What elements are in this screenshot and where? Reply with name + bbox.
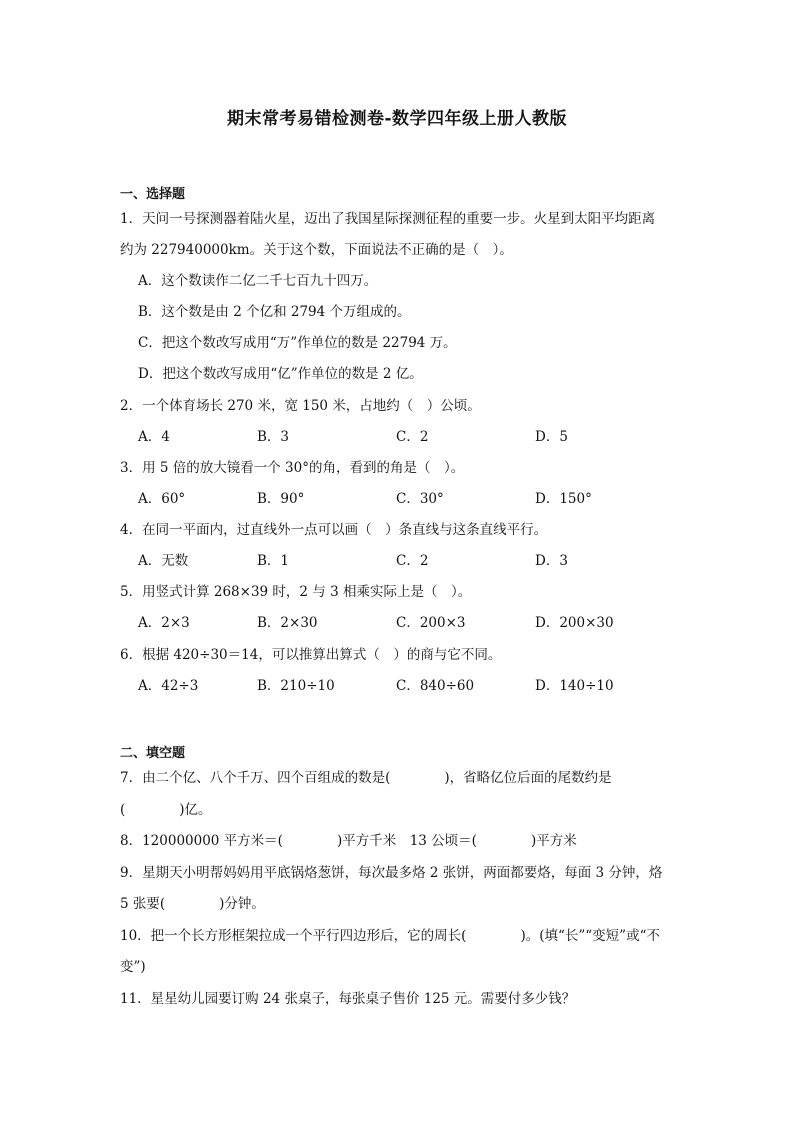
question-5-text: 5．用竖式计算 268×39 时，2 与 3 相乘实际上是（ ）。 xyxy=(120,584,472,600)
question-11-text: 11．星星幼儿园要订购 24 张桌子，每张桌子售价 125 元。需要付多少钱？ xyxy=(120,991,576,1007)
question-10-line-1: 10．把一个长方形框架拉成一个平行四边形后，它的周长( )。(填“长”“变短”或“不 xyxy=(120,928,660,944)
question-4-option-b: B．1 xyxy=(257,553,290,569)
question-3-option-d: D．150° xyxy=(535,491,592,507)
question-2-option-d: D．5 xyxy=(535,429,568,445)
question-5-option-d: D．200×30 xyxy=(535,615,614,631)
question-5-option-a: A．2×3 xyxy=(138,615,190,631)
question-4-options xyxy=(138,549,658,569)
question-7-line-1: 7．由二个亿、八个千万、四个百组成的数是( )，省略亿位后面的尾数约是 xyxy=(120,770,612,786)
question-6-option-d: D．140÷10 xyxy=(535,678,614,694)
question-1-option-d: D．把这个数改写成用“亿”作单位的数是 2 亿。 xyxy=(138,366,423,382)
question-5-options xyxy=(138,611,658,631)
question-4-option-d: D．3 xyxy=(535,553,568,569)
question-6-option-a: A．42÷3 xyxy=(138,678,199,694)
question-2-option-c: C．2 xyxy=(396,429,429,445)
question-7-line-2: ( )亿。 xyxy=(120,802,212,818)
question-1-option-a: A．这个数读作二亿二千七百九十四万。 xyxy=(138,273,378,289)
question-3-option-a: A．60° xyxy=(138,491,186,507)
question-1-line-2: 约为 227940000km。关于这个数，下面说法不正确的是（ ）。 xyxy=(120,242,513,258)
question-3-option-c: C．30° xyxy=(396,491,444,507)
question-1-line-1: 1．天问一号探测器着陆火星，迈出了我国星际探测征程的重要一步。火星到太阳平均距离 xyxy=(120,211,656,227)
question-6-option-c: C．840÷60 xyxy=(396,678,475,694)
question-4-option-a: A．无数 xyxy=(138,553,189,569)
question-6-option-b: B．210÷10 xyxy=(257,678,335,694)
question-2-option-a: A．4 xyxy=(138,429,170,445)
question-5-option-c: C．200×3 xyxy=(396,615,466,631)
question-2-text: 2．一个体育场长 270 米，宽 150 米，占地约（ ）公顷。 xyxy=(120,398,481,414)
question-9-line-2: 5 张要( )分钟。 xyxy=(120,896,265,912)
question-3-option-b: B．90° xyxy=(257,491,305,507)
question-1-option-c: C．把这个数改写成用“万”作单位的数是 22794 万。 xyxy=(138,335,457,351)
question-6-options xyxy=(138,674,658,694)
question-4-text: 4．在同一平面内，过直线外一点可以画（ ）条直线与这条直线平行。 xyxy=(120,522,548,538)
question-10-line-2: 变”) xyxy=(120,959,146,975)
question-5-option-b: B．2×30 xyxy=(257,615,318,631)
question-4-option-c: C．2 xyxy=(396,553,429,569)
question-6-text: 6．根据 420÷30＝14，可以推算出算式（ ）的商与它不同。 xyxy=(120,647,502,663)
section-heading-fill: 二、填空题 xyxy=(120,746,186,761)
page-title: 期末常考易错检测卷-数学四年级上册人教版 xyxy=(226,109,568,129)
question-9-line-1: 9．星期天小明帮妈妈用平底锅烙葱饼，每次最多烙 2 张饼，两面都要烙，每面 3 分钟，烙 xyxy=(120,865,663,881)
question-3-options xyxy=(138,487,658,507)
question-1-option-b: B．这个数是由 2 个亿和 2794 个万组成的。 xyxy=(138,304,411,320)
section-heading-choice: 一、选择题 xyxy=(120,187,186,202)
question-2-option-b: B．3 xyxy=(257,429,290,445)
question-3-text: 3．用 5 倍的放大镜看一个 30°的角，看到的角是（ ）。 xyxy=(120,460,465,476)
question-8-text: 8．120000000 平方米＝( )平方千米 13 公顷＝( )平方米 xyxy=(120,833,577,849)
question-2-options xyxy=(138,425,658,445)
